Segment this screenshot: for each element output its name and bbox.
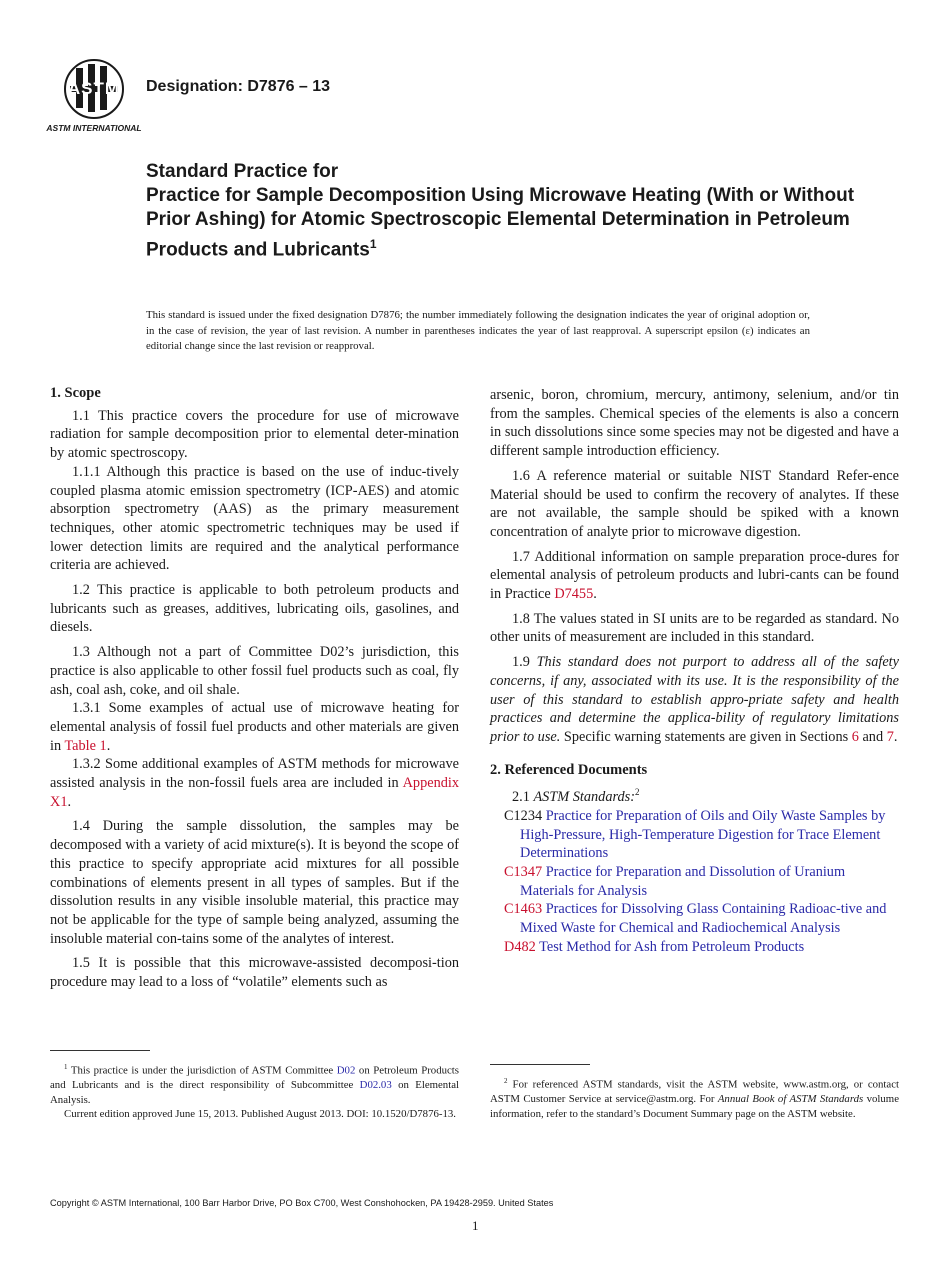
right-column — [490, 386, 899, 956]
section-7-link[interactable]: 7 — [886, 728, 894, 745]
reference-code-link[interactable]: C1347 — [504, 863, 543, 880]
page-number: 1 — [472, 1218, 479, 1233]
appendix-x1-link[interactable]: Appendix X1 — [50, 775, 459, 810]
reference-item — [490, 900, 899, 937]
reference-code: C1234 — [504, 807, 543, 824]
footnote-rule-left — [50, 1050, 150, 1051]
copyright-notice: Copyright © ASTM International, 100 Barr Harbor Drive, PO Box C700, West Conshohocken, PA 19428-2959. United States — [50, 1198, 554, 1208]
reference-code-link[interactable]: C1463 — [504, 901, 543, 918]
section-1-1-1: 1.1.1 Although this practice is based on the use of induc-tively coupled plasma atomic emission spectrometry (ICP-AES) and atomic absorption spectrometry (AAS) as the primary measurement techniques, other atomic spectrometric techniques may be used if lower detection limits are required and the analytical performance criteria are achieved. — [50, 463, 459, 574]
section-1-6: 1.6 A reference material or suitable NIST Standard Refer-ence Material should be used to confirm the recovery of analytes. If these are not available, the sample should be spiked with a known concentration of analyte prior to microwave digestion. — [490, 467, 899, 540]
footnote-2: $^2$ For referenced ASTM standards, visit the ASTM website, www.astm.org, or contact ASTM Customer Service at service@astm.org. For Annual Book of ASTM Standards volume information, refer to the standard’s Document Summary page on the ASTM website. — [490, 1077, 899, 1120]
document-title — [146, 160, 866, 262]
reference-item — [490, 863, 899, 900]
reference-title-link[interactable]: Practice for Preparation and Dissolution of Uranium Materials for Analysis — [520, 863, 846, 899]
logo-text: ASTM INTERNATIONAL — [46, 123, 142, 133]
table-1-link[interactable]: Table 1 — [64, 737, 107, 754]
reference-item — [490, 938, 899, 957]
section-1-2: 1.2 This practice is applicable to both petroleum products and lubricants such as greases, additives, lubricating oils, gasolines, and diesels. — [50, 582, 459, 636]
section-6-link[interactable]: 6 — [851, 728, 859, 745]
title-line1: Standard Practice for — [146, 161, 339, 182]
footnote-rule-right — [490, 1064, 590, 1065]
d02-03-link[interactable]: D02.03 — [359, 1079, 392, 1092]
title-main: Practice for Sample Decomposition Using Microwave Heating (With or Without Prior Ashing) for Atomic Spectroscopic Elemental Determination in Petroleum Products and Lubricants — [146, 185, 855, 261]
section-1-7: 1.7 Additional information on sample preparation proce-dures for elemental analysis of petroleum products and lubri-cants can be found in Practice D7455. — [490, 548, 899, 603]
svg-text:ASTM: ASTM — [67, 79, 121, 98]
d7455-link[interactable]: D7455 — [554, 586, 594, 603]
section-1-3: 1.3 Although not a part of Committee D02’s jurisdiction, this practice is also applicable to other fossil fuel products such as coal, fly ash, coal ash, coke, and oil shale. — [50, 644, 459, 698]
section-1-9: 1.9 This standard does not purport to address all of the safety concerns, if any, associated with its use. It is the responsibility of the user of this standard to establish appro-priate safety and health practices and determine the applica-bility of regulatory limitations prior to use. Specific warning statements are given in Sections 6 and 7. — [490, 654, 899, 745]
reference-title-link[interactable]: Test Method for Ash from Petroleum Products — [539, 938, 805, 955]
designation-label: Designation: D7876 – 13 — [146, 78, 331, 95]
reference-title-link[interactable]: Practices for Dissolving Glass Containing Radioac-tive and Mixed Waste for Chemical and Radiochemical Analysis — [520, 901, 887, 937]
astm-standards-label: 2.1 ASTM Standards:$^2$ — [512, 787, 640, 806]
reference-code-link[interactable]: D482 — [504, 938, 536, 955]
scope-heading: 1. Scope — [50, 385, 101, 401]
reference-item — [490, 807, 899, 863]
section-1-5-continued: arsenic, boron, chromium, mercury, antimony, selenium, and/or tin from the samples. Chemical species of the elements is also a concern in such dissolutions since some species may not be digested and have a different sample introduction efficiency. — [490, 387, 899, 460]
left-column — [50, 384, 459, 998]
section-1-3-2: 1.3.2 Some additional examples of ASTM methods for microwave assisted analysis in the non-fossil fuels area are included in Appendix X1. — [50, 756, 459, 810]
section-1-8: 1.8 The values stated in SI units are to be regarded as standard. No other units of measurement are included in this standard. — [490, 610, 899, 646]
section-1-1: 1.1 This practice covers the procedure for use of microwave radiation for sample decomposition prior to elemental deter-mination by atomic spectroscopy. — [50, 407, 459, 462]
reference-title-link[interactable]: Practice for Preparation of Oils and Oily Waste Samples by High-Pressure, High-Temperature Digestion for Trace Element Determinations — [520, 807, 886, 862]
section-1-3-1: 1.3.1 Some examples of actual use of microwave heating for elemental analysis of fossil fuel products and other materials are given in Table 1. — [50, 700, 459, 754]
preamble-text: This standard is issued under the fixed designation D7876; the number immediately following the designation indicates the year of original adoption or, in the case of revision, the year of last revision. A number in parentheses indicates the year of last reapproval. A superscript epsilon (ε) indicates an editorial change since the last revision or reapproval. — [146, 309, 810, 352]
referenced-documents-heading: 2. Referenced Documents — [490, 761, 648, 778]
d02-link[interactable]: D02 — [336, 1064, 356, 1077]
title-footnote-mark: 1 — [369, 237, 377, 251]
section-1-4: 1.4 During the sample dissolution, the samples may be decomposed with a variety of acid mixture(s). It is beyond the scope of this practice to specify appropriate acid mixtures for all possible combinations of elements present in all types of samples. But if the dissolution results in any visible insoluble material, this practice may not be applicable for the type of sample being analyzed, assuming the insoluble material con-tains some of the analytes of interest. — [50, 818, 459, 947]
reference-list — [490, 807, 899, 957]
section-1-5: 1.5 It is possible that this microwave-assisted decomposi-tion procedure may lead to a loss of “volatile” elements such as — [50, 955, 459, 991]
footnote-1: $^1$ This practice is under the jurisdiction of ASTM Committee D02 on Petroleum Products and Lubricants and is the direct responsibility of Subcommittee D02.03 on Elemental Analysis. Current edition approved June 15, 2013. Published August 2013. DOI: 10.1520/D7876-13. — [50, 1063, 460, 1121]
edition-note: Current edition approved June 15, 2013. Published August 2013. DOI: 10.1520/D7876-13. — [64, 1108, 456, 1121]
astm-logo — [46, 56, 142, 136]
